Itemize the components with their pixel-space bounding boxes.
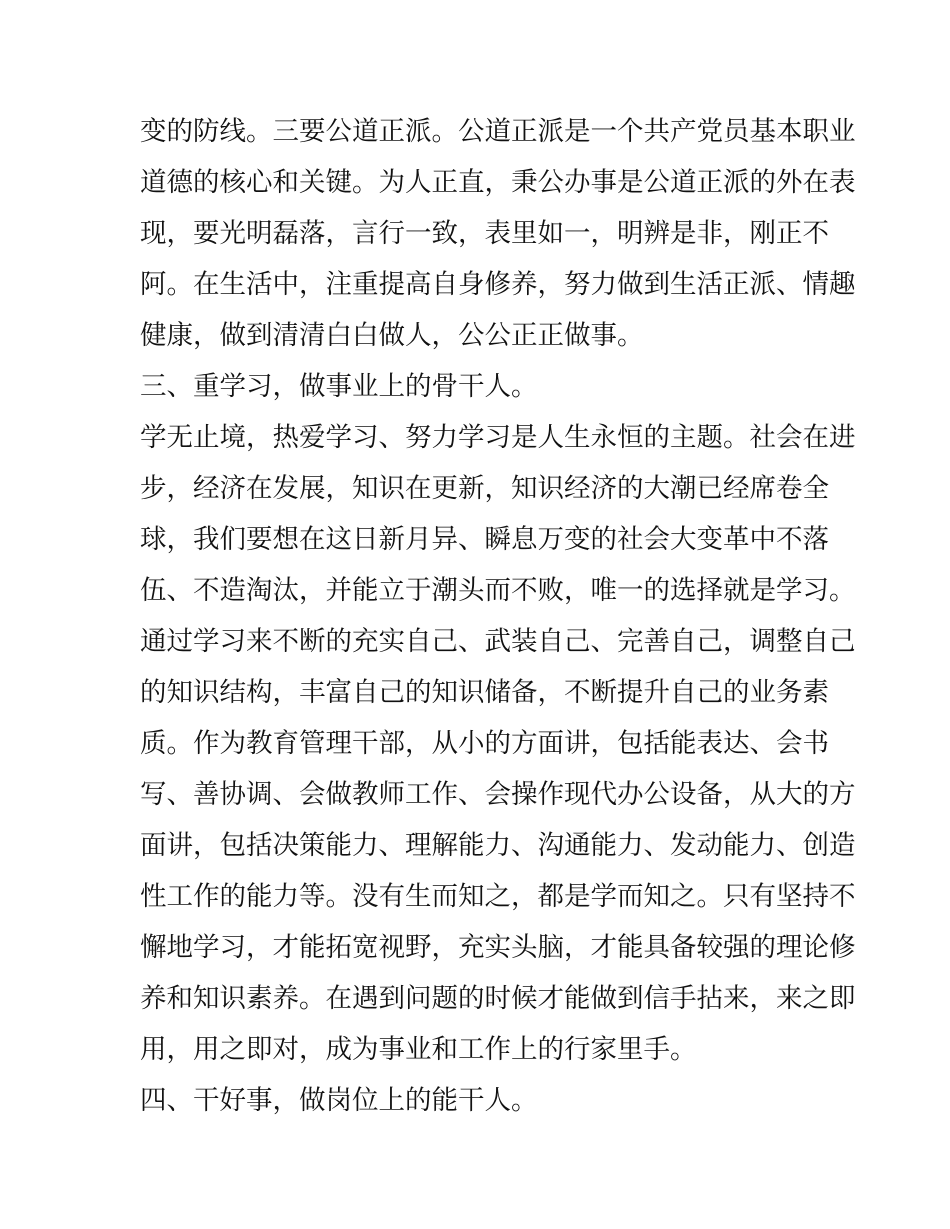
body-text [140,106,856,1126]
text-line: 健康，做到清清白白做人，公公正正做事。 [140,320,644,351]
text-line: 的知识结构，丰富自己的知识储备，不断提升自己的业务素 [140,677,829,708]
text-line: 学无止境，热爱学习、努力学习是人生永恒的主题。社会在进 [140,422,856,453]
section-heading: 四、干好事，做岗位上的能干人。 [140,1085,538,1116]
section-heading: 三、重学习，做事业上的骨干人。 [140,371,538,402]
text-line: 写、善协调、会做教师工作、会操作现代办公设备，从大的方 [140,779,856,810]
text-line: 通过学习来不断的充实自己、武装自己、完善自己，调整自己 [140,626,856,657]
text-line: 懈地学习，才能拓宽视野，充实头脑，才能具备较强的理论修 [140,932,856,963]
text-line: 伍、不造淘汰，并能立于潮头而不败，唯一的选择就是学习。 [140,575,856,606]
text-line: 球，我们要想在这日新月异、瞬息万变的社会大变革中不落 [140,524,829,555]
text-line: 变的防线。三要公道正派。公道正派是一个共产党员基本职业 [140,116,856,147]
text-line: 养和知识素养。在遇到问题的时候才能做到信手拈来，来之即 [140,983,856,1014]
text-line: 现，要光明磊落，言行一致，表里如一，明辨是非，刚正不 [140,218,829,249]
text-line: 面讲，包括决策能力、理解能力、沟通能力、发动能力、创造 [140,830,856,861]
text-line: 道德的核心和关键。为人正直，秉公办事是公道正派的外在表 [140,167,856,198]
text-line: 阿。在生活中，注重提高自身修养，努力做到生活正派、情趣 [140,269,856,300]
text-line: 用，用之即对，成为事业和工作上的行家里手。 [140,1034,697,1065]
text-line: 质。作为教育管理干部，从小的方面讲，包括能表达、会书 [140,728,829,759]
text-line: 步，经济在发展，知识在更新，知识经济的大潮已经席卷全 [140,473,829,504]
text-line: 性工作的能力等。没有生而知之，都是学而知之。只有坚持不 [140,881,856,912]
